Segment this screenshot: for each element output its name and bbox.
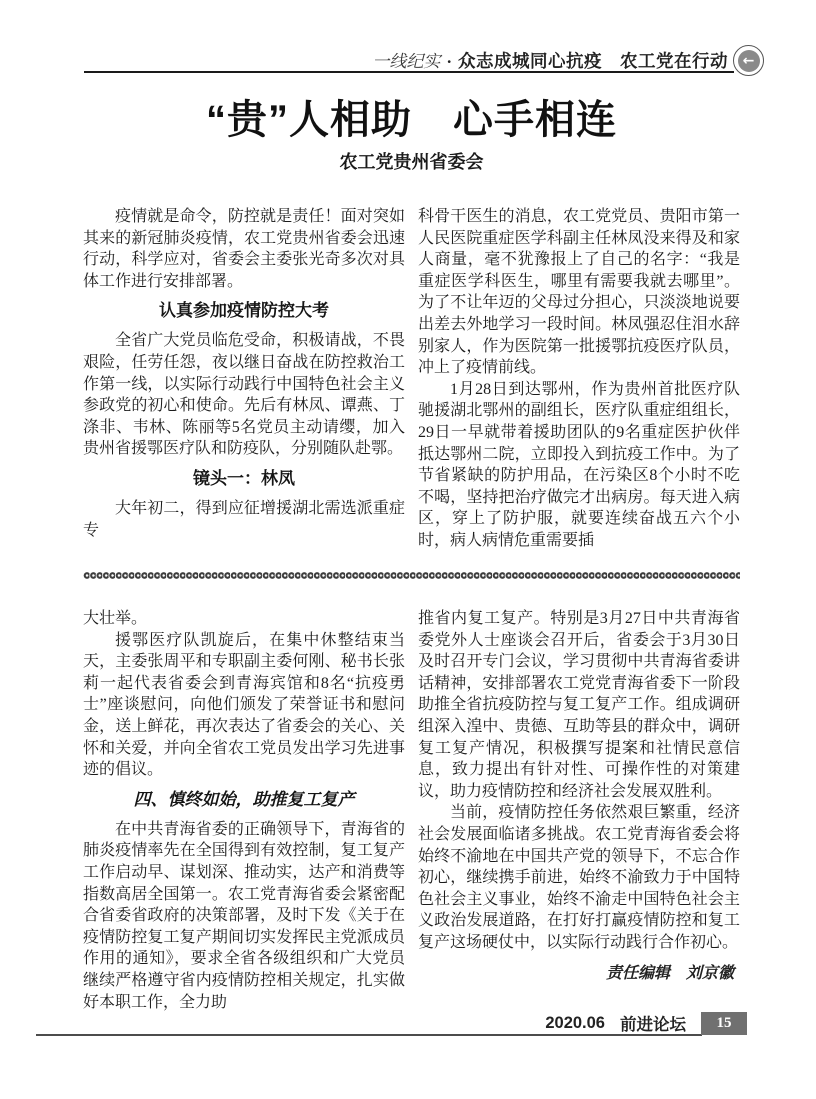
section-heading: 认真参加疫情防控大考 <box>159 301 329 321</box>
paragraph: 在中共青海省委的正确领导下，青海省的肺炎疫情率先在全国得到有效控制，复工复产工作启动早、谋划深、推动实，达产和消费等指数高居全国第一。农工党青海省委会紧密配合省委省政府的决策部署，及时下发《关于在疫情防控复工复产期间切实发挥民主党派成员作用的通知》，要求全省各级组织和广大党员继续严格遵守省内疫情防控相关规定，扎实做好本职工作，全力助 <box>83 820 405 1011</box>
paragraph: 1月28日到达鄂州，作为贵州首批医疗队驰援湖北鄂州的副组长，医疗队重症组组长，29日一早就带着援助团队的9名重症医护伙伴抵达鄂州二院，立即投入到抗疫工作中。为了节省紧缺的防护用品，在污染区8个小时不吃不喝，坚持把治疗做完才出病房。每天进入病区，穿上了防护服，就要连续奋战五六个小时，病人病情危重需要插 <box>418 380 740 549</box>
paragraph: 大壮举。 <box>83 610 148 627</box>
column-top-left <box>83 206 405 541</box>
page-number-badge: 15 <box>701 1012 747 1035</box>
article-title: “贵”人相助 心手相连 <box>206 98 617 142</box>
section-heading: 镜头一：林凤 <box>193 468 295 488</box>
paragraph: 当前，疫情防控任务依然艰巨繁重，经济社会发展面临诸多挑战。农工党青海省委会将始终不渝地在中国共产党的领导下，不忘合作初心，继续携手前进，始终不渝致力于中国特色社会主义事业，始终不渝走中国特色社会主义政治发展道路，在打好打赢疫情防控和复工复产这场硬仗中，以实际行动践行合作初心。 <box>418 804 740 951</box>
header-strap <box>372 47 728 73</box>
issue-date: 2020.06 <box>545 1013 605 1032</box>
paragraph: 援鄂医疗队凯旋后，在集中休整结束当天，主委张周平和专职副主委何刚、秘书长张莉一起代表省委会到青海宾馆和8名“抗疫勇士”座谈慰问，向他们颁发了荣誉证书和慰问金，送上鲜花，再次表达了省委会的关心、关怀和关爱，并向全省农工党员发出学习先进事迹的倡议。 <box>83 631 405 779</box>
strap-section-label: 一线纪实 <box>372 52 441 71</box>
paragraph: 全省广大党员临危受命，积极请战，不畏艰险，任劳任怨，夜以继日奋战在防控救治工作第一线，以实际行动践行中国特色社会主义参政党的初心和使命。先后有林凤、谭燕、丁涤非、韦林、陈丽等5名党员主动请缨，加入贵州省援鄂医疗队和防疫队，分别随队赴鄂。 <box>83 332 405 458</box>
paragraph: 科骨干医生的消息，农工党党员、贵阳市第一人民医院重症医学科副主任林凤没来得及和家人商量，毫不犹豫报上了自己的名字：“我是重症医学科医生，哪里有需要我就去哪里”。为了不让年迈的父母过分担心，只淡淡地说要出差去外地学习一段时间。林凤强忍住泪水辞别家人，作为医院第一批援鄂抗疫医疗队员，冲上了疫情前线。 <box>418 208 740 377</box>
back-arrow-glyph: ← <box>738 50 760 72</box>
column-bottom-left <box>83 608 405 1013</box>
header-rule <box>84 71 734 73</box>
responsible-editor: 责任编辑 刘京徽 <box>605 964 734 982</box>
journal-name: 前进论坛 <box>620 1016 686 1034</box>
chain-divider <box>83 571 740 580</box>
paragraph: 大年初二，得到应征增援湖北需选派重症专 <box>83 499 405 539</box>
column-top-right <box>418 206 740 552</box>
paragraph: 疫情就是命令，防控就是责任！面对突如其来的新冠肺炎疫情，农工党贵州省委会迅速行动，科学应对，省委会主委张光奇多次对具体工作进行安排部署。 <box>83 208 405 290</box>
strap-separator: · <box>446 52 452 71</box>
back-arrow-circle-icon <box>733 45 764 76</box>
column-bottom-right <box>418 608 740 984</box>
paragraph: 推省内复工复产。特别是3月27日中共青海省委党外人士座谈会召开后，省委会于3月30日及时召开专门会议，学习贯彻中共青海省委讲话精神，安排部署农工党党青海省委下一阶段助推全省抗疫防控与复工复产工作。组成调研组深入湟中、贵德、互助等县的群众中，调研复工复产情况，积极撰写提案和社情民意信息，致力提出有针对性、可操作性的对策建议，助力疫情防控和经济社会发展双胜利。 <box>418 610 740 800</box>
strap-column-title: 众志成城同心抗疫 农工党在行动 <box>458 51 728 71</box>
section-heading: 四、慎终如始，助推复工复产 <box>133 789 355 809</box>
footer <box>0 1011 747 1035</box>
article-author-org: 农工党贵州省委会 <box>339 152 484 172</box>
